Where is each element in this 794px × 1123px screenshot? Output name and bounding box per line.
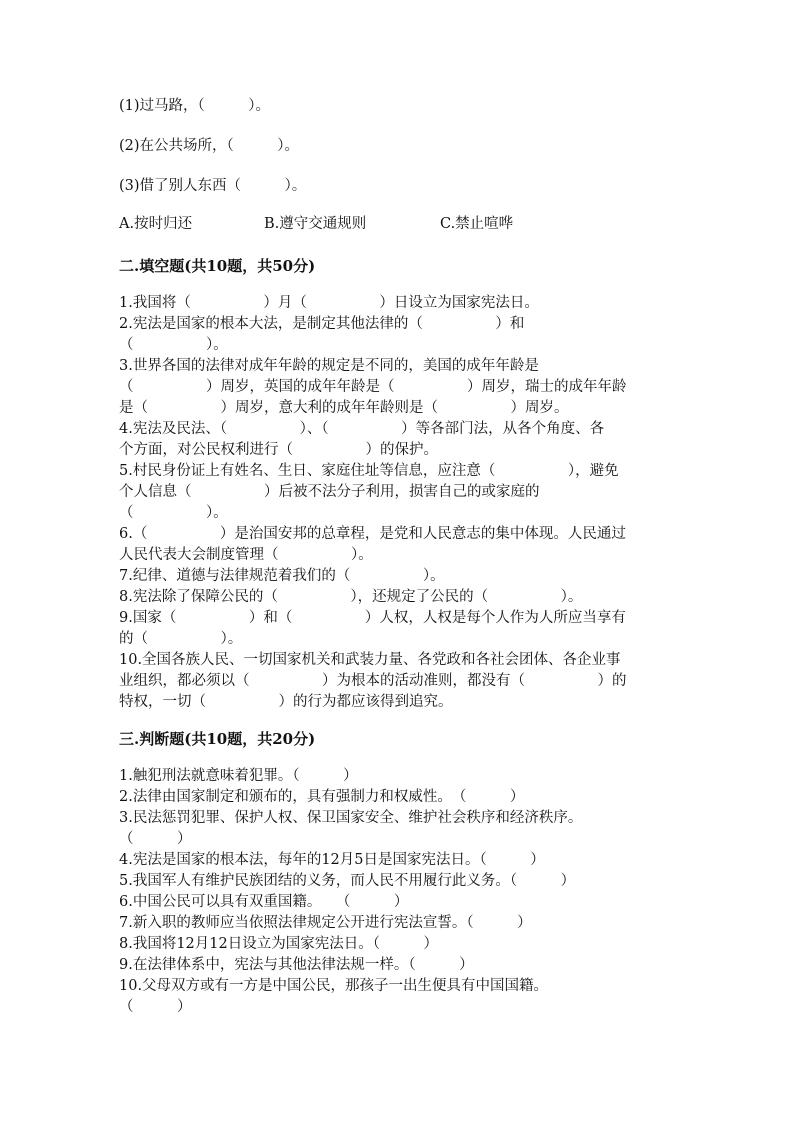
judge-line: 7.新入职的教师应当依照法律规定公开进行宪法宣誓。（ ） — [119, 915, 532, 931]
matching-option-b: B.遵守交通规则 — [264, 216, 367, 232]
fill-line: 人民代表大会制度管理（ ）。 — [119, 547, 373, 563]
fill-line: 1.我国将（ ）月（ ）日设立为国家宪法日。 — [119, 295, 539, 311]
judge-line: 8.我国将12月12日设立为国家宪法日。（ ） — [119, 936, 438, 952]
judge-line: 10.父母双方或有一方是中国公民，那孩子一出生便具有中国国籍。 — [119, 978, 549, 994]
fill-line: 5.村民身份证上有姓名、生日、家庭住址等信息，应注意（ ），避免 — [119, 463, 619, 479]
matching-option-c: C.禁止喧哗 — [440, 216, 514, 232]
fill-line: 3.世界各国的法律对成年年龄的规定是不同的，美国的成年年龄是 — [119, 358, 539, 374]
judge-line: 6.中国公民可以具有双重国籍。 （ ） — [119, 894, 409, 910]
judge-line: 2.法律由国家制定和颁布的，具有强制力和权威性。 （ ） — [119, 789, 525, 805]
fill-line: 个人信息（ ）后被不法分子利用，损害自己的或家庭的 — [119, 484, 540, 500]
judge-line: 4.宪法是国家的根本法，每年的12月5日是国家宪法日。（ ） — [119, 852, 545, 868]
fill-line: （ ）。 — [119, 505, 228, 521]
fill-line: 的（ ）。 — [119, 631, 243, 647]
judge-line: 3.民法惩罚犯罪、保护人权、保卫国家安全、维护社会秩序和经济秩序。 — [119, 810, 583, 826]
fill-line: （ ）。 — [119, 337, 228, 353]
fill-line: 8.宪法除了保障公民的（ ），还规定了公民的（ ）。 — [119, 589, 583, 605]
fill-line: 6.（ ）是治国安邦的总章程，是党和人民意志的集中体现。人民通过 — [119, 526, 626, 542]
judge-line: 1.触犯刑法就意味着犯罪。（ ） — [119, 768, 358, 784]
fill-line: 9.国家（ ）和（ ）人权，人权是每个人作为人所应当享有 — [119, 610, 626, 626]
section-3-title: 三.判断题(共10题，共20分) — [119, 730, 316, 748]
fill-line: 4.宪法及民法、（ ）、（ ）等各部门法，从各个角度、各 — [119, 421, 605, 437]
fill-line: 7.纪律、道德与法律规范着我们的（ ）。 — [119, 568, 445, 584]
fill-line: （ ）周岁，英国的成年年龄是（ ）周岁，瑞士的成年年龄 — [119, 379, 627, 395]
fill-line: 2.宪法是国家的根本大法，是制定其他法律的（ ）和 — [119, 316, 525, 332]
judge-line: （ ） — [119, 999, 192, 1015]
fill-line: 特权，一切（ ）的行为都应该得到追究。 — [119, 694, 453, 710]
section-2-title: 二.填空题(共10题，共50分) — [119, 257, 316, 275]
fill-line: 是（ ）周岁，意大利的成年年龄则是（ ）周岁。 — [119, 400, 569, 416]
fill-line: 个方面，对公民权利进行（ ）的保护。 — [119, 442, 438, 458]
judge-line: 9.在法律体系中，宪法与其他法律法规一样。（ ） — [119, 957, 474, 973]
fill-line: 业组织，都必须以（ ）为根本的活动准则，都没有（ ）的 — [119, 673, 627, 689]
judge-line: 5.我国军人有维护民族团结的义务，而人民不用履行此义务。（ ） — [119, 873, 576, 889]
matching-item-2: (2)在公共场所，（ ）。 — [119, 138, 300, 154]
matching-option-a: A.按时归还 — [119, 216, 193, 232]
fill-line: 10.全国各族人民、一切国家机关和武装力量、各党政和各社会团体、各企业事 — [119, 652, 621, 668]
matching-item-1: (1)过马路，（ ）。 — [119, 98, 271, 114]
matching-item-3: (3)借了别人东西（ ）。 — [119, 178, 307, 194]
judge-line: （ ） — [119, 831, 192, 847]
